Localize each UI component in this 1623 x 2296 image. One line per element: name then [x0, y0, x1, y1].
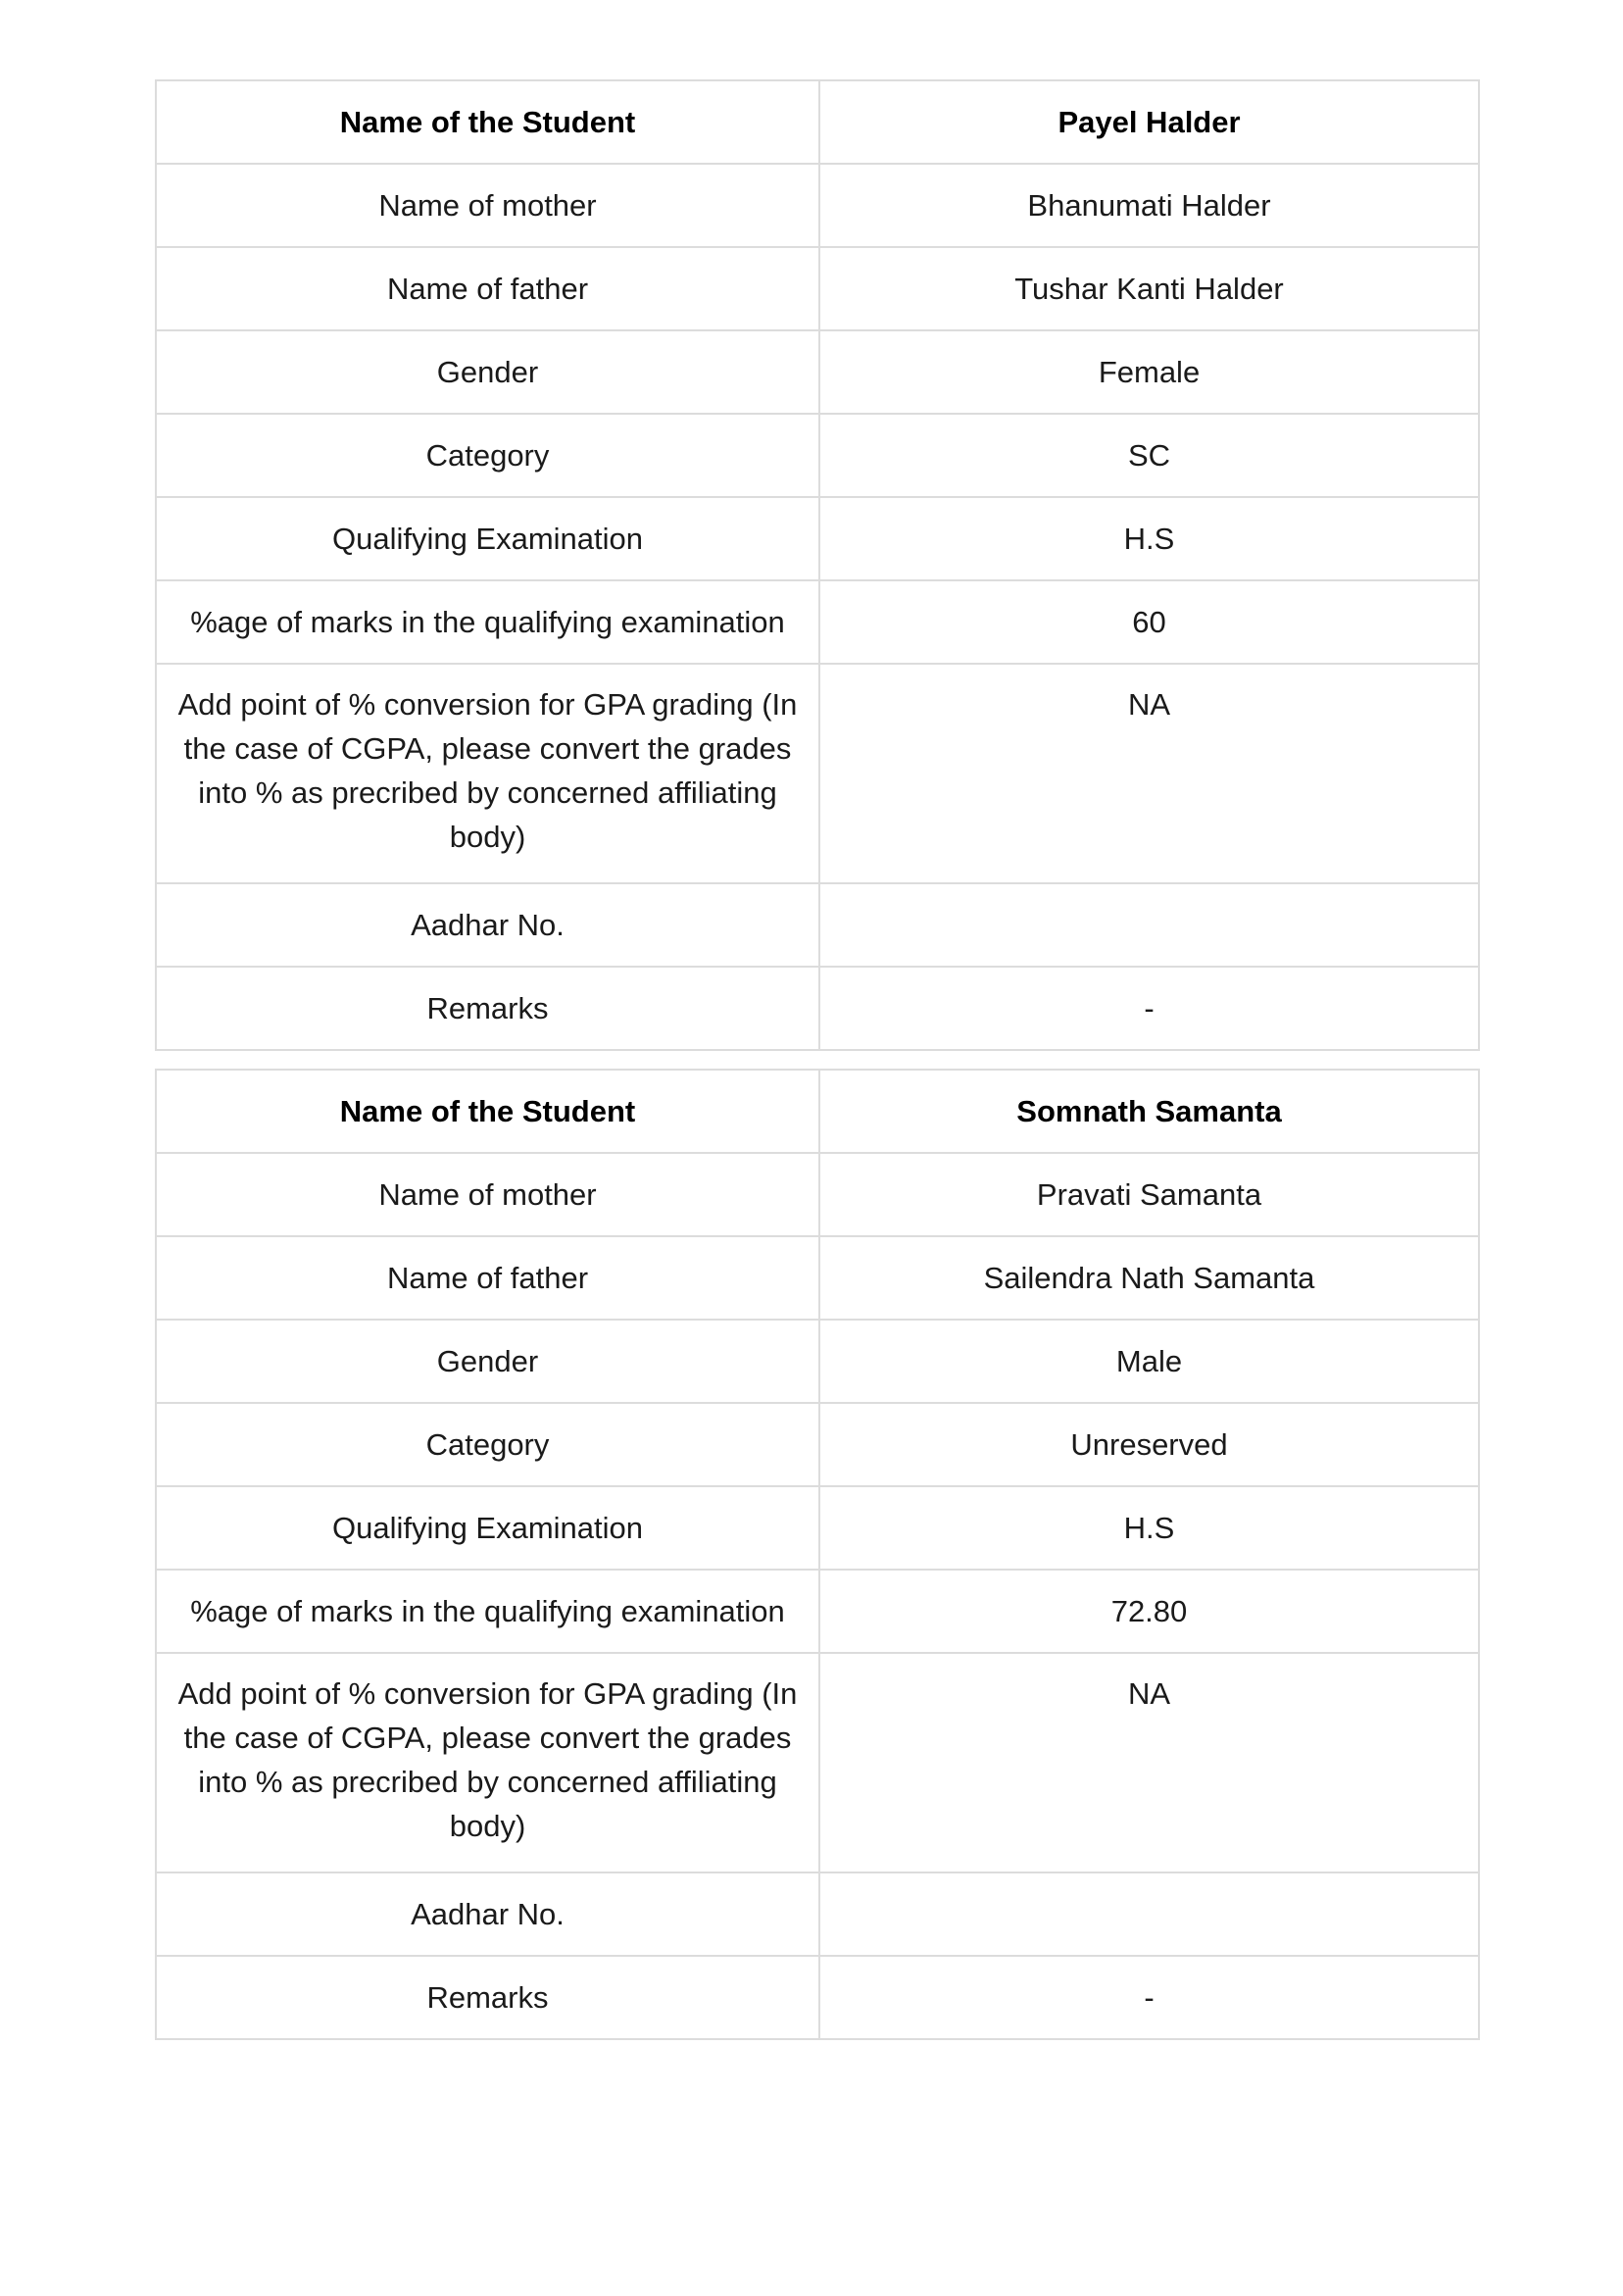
table-row: [156, 497, 1479, 580]
field-value: NA: [819, 1653, 1479, 1872]
field-label: Name of mother: [156, 164, 819, 247]
table-row: [156, 414, 1479, 497]
table-row: [156, 1153, 1479, 1236]
field-label: Name of the Student: [156, 1070, 819, 1153]
field-value: H.S: [819, 497, 1479, 580]
table-row: [156, 1872, 1479, 1956]
field-label: Name of the Student: [156, 80, 819, 164]
field-label: Category: [156, 414, 819, 497]
table-row: [156, 1956, 1479, 2039]
field-label: Gender: [156, 330, 819, 414]
field-label: Add point of % conversion for GPA grading (In the case of CGPA, please convert the grades into % as precribed by concerned affiliating body): [156, 1653, 819, 1872]
field-value: 72.80: [819, 1570, 1479, 1653]
field-label: %age of marks in the qualifying examination: [156, 580, 819, 664]
table-row: [156, 1070, 1479, 1153]
table-row: [156, 883, 1479, 967]
field-label: Name of mother: [156, 1153, 819, 1236]
student-name: Somnath Samanta: [819, 1070, 1479, 1153]
field-value: Bhanumati Halder: [819, 164, 1479, 247]
table-row: [156, 580, 1479, 664]
field-label: Qualifying Examination: [156, 497, 819, 580]
field-label: Name of father: [156, 247, 819, 330]
field-label: Aadhar No.: [156, 1872, 819, 1956]
field-value: NA: [819, 664, 1479, 883]
field-label: Remarks: [156, 1956, 819, 2039]
table-row: [156, 1403, 1479, 1486]
table-row: [156, 1236, 1479, 1320]
table-row: [156, 664, 1479, 883]
field-value: H.S: [819, 1486, 1479, 1570]
field-label: Aadhar No.: [156, 883, 819, 967]
table-row: [156, 1570, 1479, 1653]
field-value: [819, 883, 1479, 967]
field-value: Female: [819, 330, 1479, 414]
table-row: [156, 1320, 1479, 1403]
field-value: Unreserved: [819, 1403, 1479, 1486]
field-label: %age of marks in the qualifying examination: [156, 1570, 819, 1653]
field-label: Remarks: [156, 967, 819, 1050]
field-value: -: [819, 967, 1479, 1050]
table-row: [156, 1486, 1479, 1570]
table-row: [156, 967, 1479, 1050]
field-value: Male: [819, 1320, 1479, 1403]
field-label: Category: [156, 1403, 819, 1486]
field-label: Qualifying Examination: [156, 1486, 819, 1570]
student-name: Payel Halder: [819, 80, 1479, 164]
field-value: -: [819, 1956, 1479, 2039]
table-row: [156, 247, 1479, 330]
field-value: [819, 1872, 1479, 1956]
field-label: Name of father: [156, 1236, 819, 1320]
table-row: [156, 1653, 1479, 1872]
table-row: [156, 330, 1479, 414]
field-value: Sailendra Nath Samanta: [819, 1236, 1479, 1320]
field-value: Pravati Samanta: [819, 1153, 1479, 1236]
field-value: SC: [819, 414, 1479, 497]
student-table: [155, 1069, 1480, 2040]
field-label: Add point of % conversion for GPA grading (In the case of CGPA, please convert the grades into % as precribed by concerned affiliating body): [156, 664, 819, 883]
table-row: [156, 80, 1479, 164]
student-table: [155, 79, 1480, 1051]
field-label: Gender: [156, 1320, 819, 1403]
table-row: [156, 164, 1479, 247]
field-value: 60: [819, 580, 1479, 664]
field-value: Tushar Kanti Halder: [819, 247, 1479, 330]
